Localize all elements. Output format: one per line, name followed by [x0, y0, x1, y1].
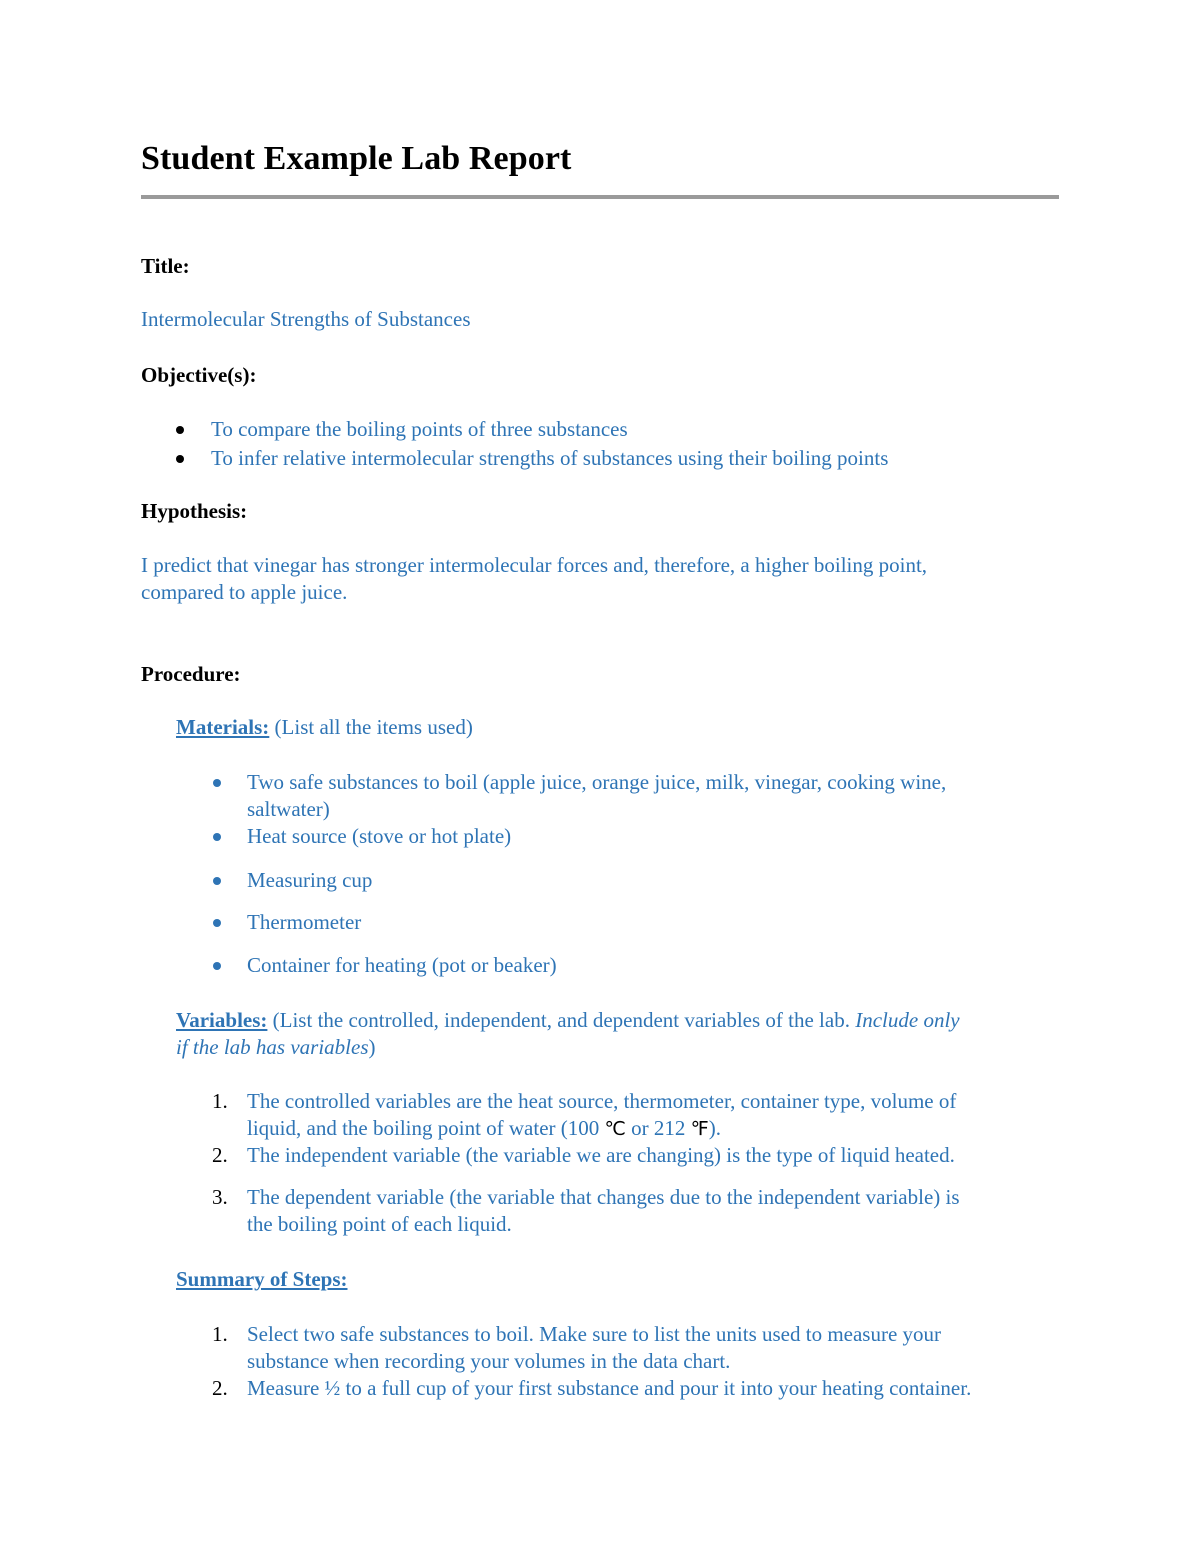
title-divider — [141, 195, 1059, 199]
celsius-symbol: ℃ — [604, 1118, 626, 1140]
variables-subheading-line-2: if the lab has variables) — [176, 1035, 376, 1059]
objectives-heading: Objective(s): — [141, 363, 257, 387]
materials-label: Materials: — [176, 715, 270, 739]
hypothesis-line-2: compared to apple juice. — [141, 580, 348, 604]
bullet-icon — [213, 779, 221, 787]
variables-note-italic: Include only — [855, 1008, 960, 1032]
document-title: Student Example Lab Report — [141, 140, 572, 177]
materials-note: (List all the items used) — [269, 715, 473, 739]
materials-subheading — [176, 714, 473, 741]
bullet-icon — [213, 919, 221, 927]
bullet-icon — [176, 426, 184, 434]
procedure-heading: Procedure: — [141, 662, 241, 686]
title-text: Intermolecular Strengths of Substances — [141, 307, 471, 331]
bullet-icon — [213, 833, 221, 841]
hypothesis-heading: Hypothesis: — [141, 499, 248, 523]
variables-label: Variables: — [176, 1008, 268, 1032]
bullet-icon — [176, 455, 184, 463]
bullet-icon — [213, 877, 221, 885]
steps-label: Summary of Steps: — [176, 1267, 348, 1291]
title-heading: Title: — [141, 254, 190, 278]
hypothesis-line-1: I predict that vinegar has stronger intermolecular forces and, therefore, a higher boiling point, — [141, 553, 928, 577]
variables-note: (List the controlled, independent, and dependent variables of the lab. — [267, 1008, 856, 1032]
fahrenheit-symbol: ℉ — [690, 1118, 709, 1140]
bullet-icon — [213, 962, 221, 970]
steps-subheading — [176, 1266, 348, 1293]
variables-subheading — [176, 1007, 960, 1034]
